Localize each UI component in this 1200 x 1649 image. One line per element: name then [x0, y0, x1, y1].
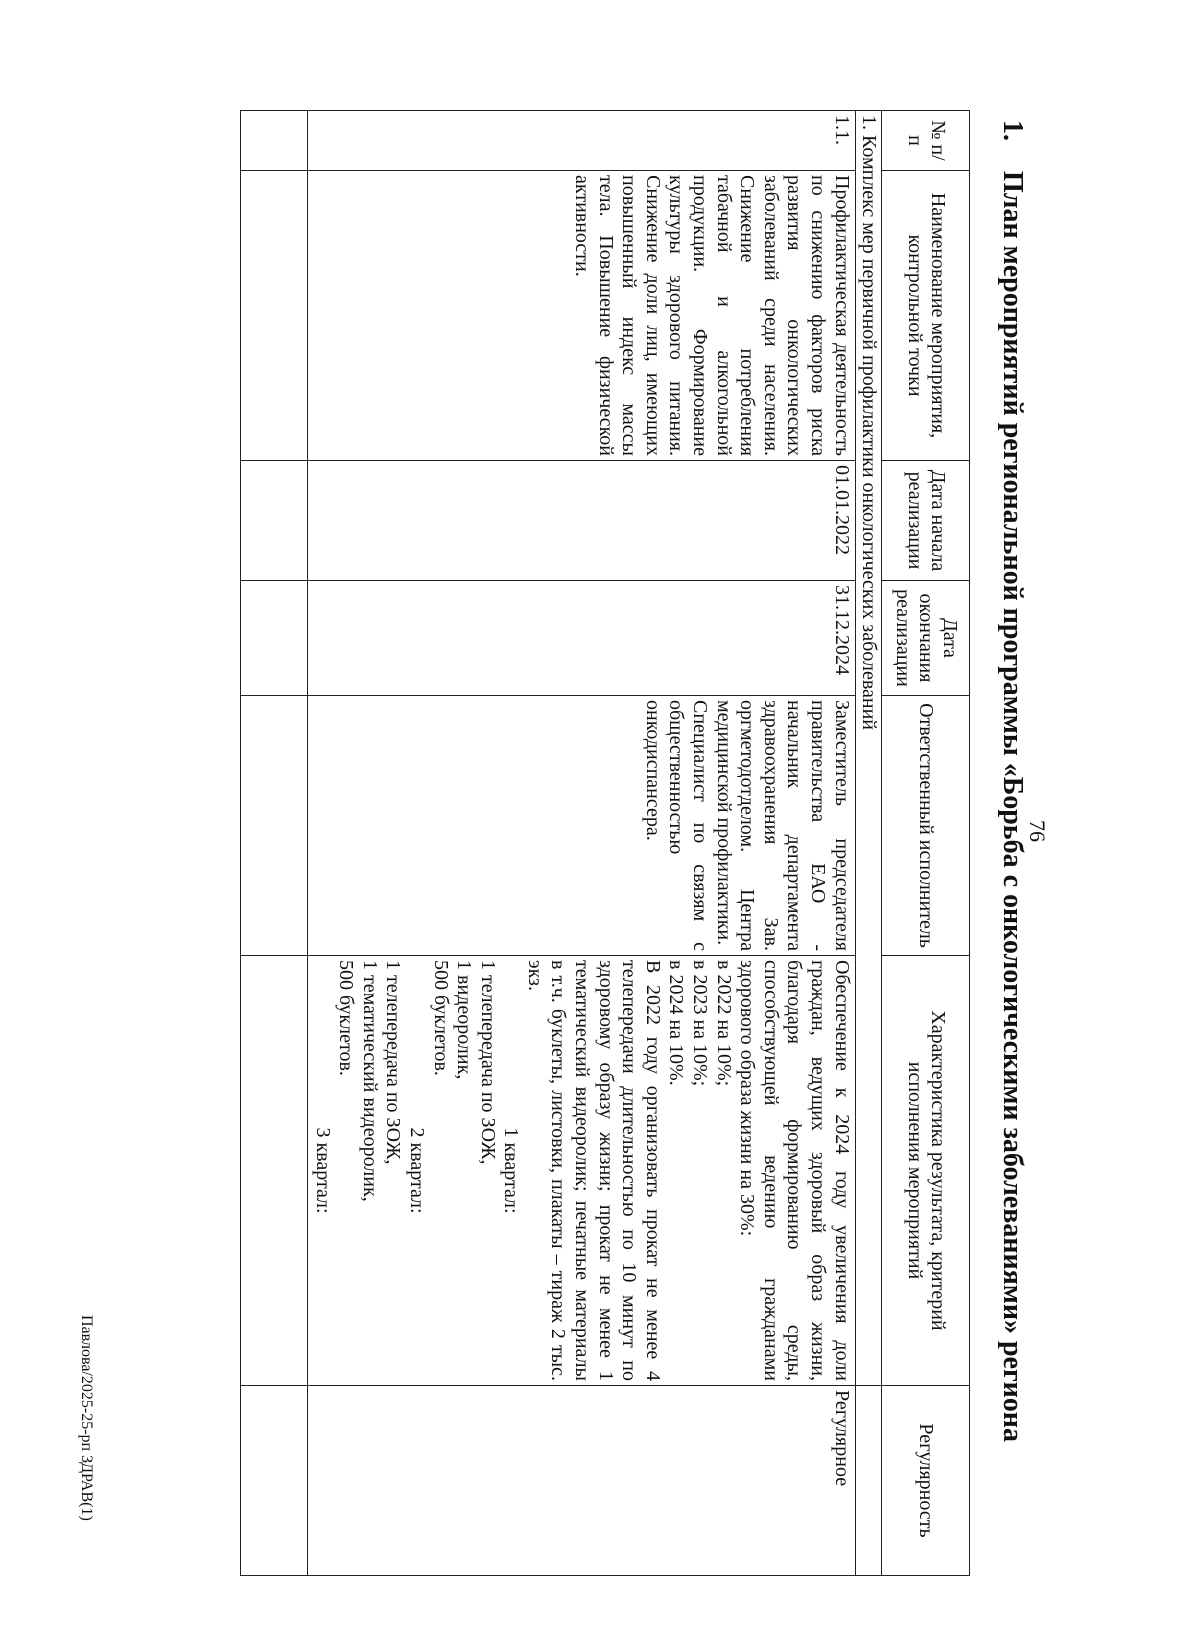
quarter-2-label: 2 квартал: — [405, 1127, 428, 1214]
row-num: 1.1. — [307, 111, 855, 171]
row-regularity: Регулярное — [307, 1386, 855, 1576]
row-responsible — [307, 696, 855, 956]
table-row-continuation — [240, 111, 307, 1576]
responsible-text-1: Заместитель председателя правительства ЕАО - начальник департамента здравоохранения Зав. оргметодотделом. Центра медицинской профилактики. — [712, 700, 853, 951]
quarter-1-item: 500 буклетов. — [429, 960, 452, 1076]
table-header-row — [882, 111, 970, 1576]
quarter-1-label: 1 квартал: — [500, 1127, 523, 1214]
header-end: Дата окончания реализации — [882, 581, 970, 696]
section-row — [855, 111, 882, 1576]
empty-cell — [240, 461, 307, 581]
section-title: 1. Комплекс мер первичной профилактики онкологических заболеваний — [855, 111, 882, 1386]
header-regularity: Регулярность — [882, 1386, 970, 1576]
row-result — [307, 956, 855, 1386]
row-end-date: 31.12.2024 — [307, 581, 855, 696]
quarter-2-item: 500 буклетов. — [335, 960, 358, 1076]
plan-table — [240, 110, 970, 1576]
empty-cell — [240, 581, 307, 696]
quarter-3-label: 3 квартал: — [311, 1127, 334, 1214]
result-text-1: Обеспечение к 2024 году увеличения доли граждан, ведущих здоровый образ жизни, благодаря формированию среды, способствующей ведению гражданами здорового образа жизни на 30%: — [736, 960, 853, 1381]
header-start: Дата начала реализации — [882, 461, 970, 581]
title-number: 1. — [997, 120, 1028, 141]
quarter-1-item: 1 видеоролик, — [453, 960, 476, 1080]
page-title — [996, 120, 1028, 1442]
title-text: План мероприятий региональной программы «Борьба с онкологическими заболеваниями» региона — [997, 171, 1028, 1442]
result-text-2: в 2022 на 10%; — [712, 960, 735, 1087]
header-result: Характеристика результата, критерий исполнения мероприятий — [882, 956, 970, 1386]
row-start-date: 01.01.2022 — [307, 461, 855, 581]
empty-cell — [240, 956, 307, 1386]
empty-cell — [240, 696, 307, 956]
quarter-1-item: 1 телепередача по ЗОЖ, — [476, 960, 499, 1165]
result-text-5: В 2022 году организовать прокат не менее 4 телепередачи длительностью по 10 минут по здоровому образу жизни; прокат не менее 1 тематический видеоролик; печатные материалы в т.ч. буклеты, листовки, плакаты – тираж 2 тыс. экз. — [523, 960, 664, 1381]
result-text-4: в 2024 на 10%. — [665, 960, 688, 1086]
page-number: 76 — [1025, 820, 1050, 842]
header-responsible: Ответственный исполнитель — [882, 696, 970, 956]
row-name: Профилактическая деятельность по снижению факторов риска развития онкологических заболеваний среди населения. Снижение потребления табачной и алкогольной продукции. Формирование культуры здорового питания. Снижение доли лиц, имеющих повышенный индекс массы тела. Повышение физической активности. — [307, 171, 855, 461]
header-name: Наименование мероприятия, контрольной точки — [882, 171, 970, 461]
quarter-2-item: 1 тематический видеоролик, — [358, 960, 381, 1202]
responsible-text-2: Специалист по связям с общественностью онкодиспансера. — [641, 700, 712, 951]
empty-cell — [240, 171, 307, 461]
header-num: № п/п — [882, 111, 970, 171]
quarter-2-item: 1 телепередача по ЗОЖ, — [382, 960, 405, 1165]
empty-cell — [240, 111, 307, 171]
footer-reference: Павлова/2025-25-рп ЗДРАВ(1) — [78, 1315, 95, 1521]
result-text-3: в 2023 на 10%; — [689, 960, 712, 1087]
empty-cell — [240, 1386, 307, 1576]
table-row — [307, 111, 855, 1576]
section-empty-cell — [855, 1386, 882, 1576]
